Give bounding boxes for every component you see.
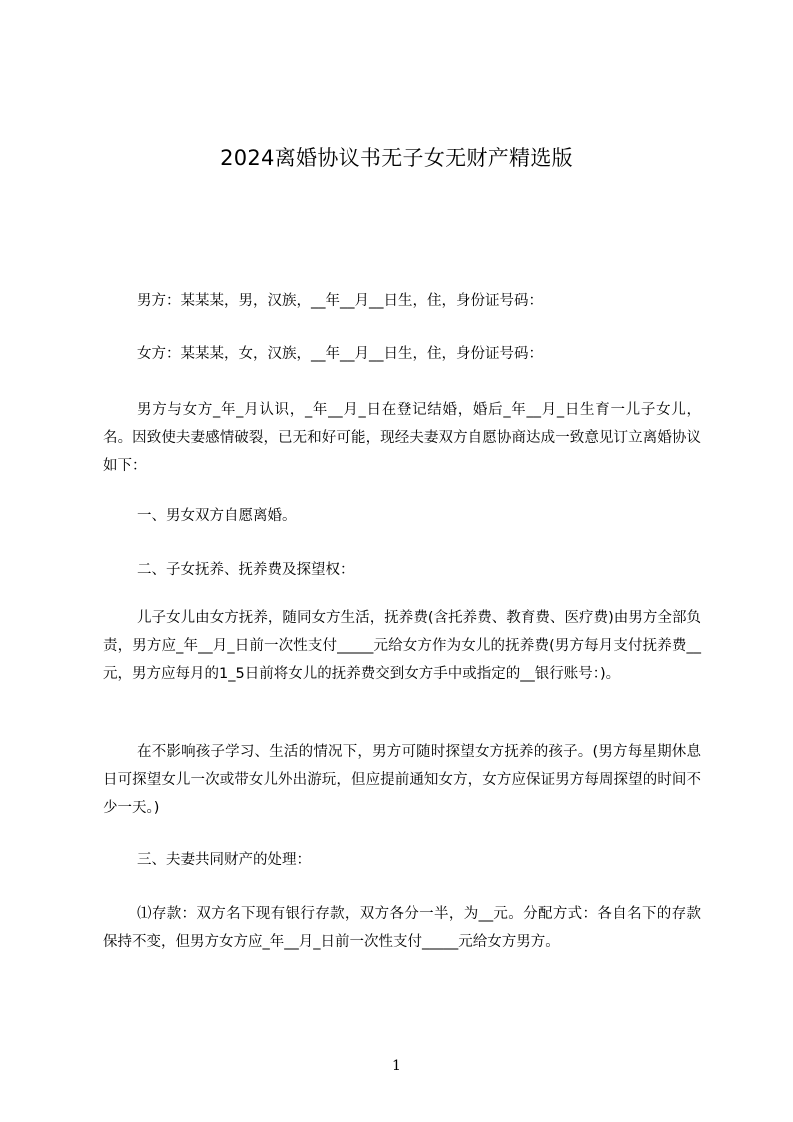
paragraph-female-party: 女方：某某某，女，汉族，__年__月__日生，住，身份证号码： [137,346,543,362]
paragraph-male-party: 男方：某某某，男，汉族，__年__月__日生，住，身份证号码： [137,293,543,309]
paragraph-deposits: ⑴存款：双方名下现有银行存款，双方各分一半，为__元。分配方式：各自名下的存款保持不变，但男方女方应_年__月_日前一次性支付_____元给女方男方。 [103,906,701,950]
section-heading-property: 三、夫妻共同财产的处理： [137,852,311,868]
page-number: 1 [392,1058,401,1074]
paragraph-child-support: 儿子女儿由女方抚养，随同女方生活，抚养费(含托养费、教育费、医疗费)由男方全部负责，男方应_年__月_日前一次性支付_____元给女方作为女儿的抚养费(男方每月支付抚养费__元，男方应每月的1_5日前将女儿的抚养费交到女方手中或指定的__银行账号：)。 [103,610,701,682]
paragraph-visitation: 在不影响孩子学习、生活的情况下，男方可随时探望女方抚养的孩子。(男方每星期休息日可探望女儿一次或带女儿外出游玩，但应提前通知女方，女方应保证男方每周探望的时间不少一天。) [103,744,701,816]
document-title: 2024离婚协议书无子女无财产精选版 [220,146,573,170]
section-heading-divorce: 一、男女双方自愿离婚。 [137,508,297,524]
paragraph-background: 男方与女方_年_月认识，_年__月_日在登记结婚，婚后_年__月_日生育一儿子女儿，名。因致使夫妻感情破裂，已无和好可能，现经夫妻双方自愿协商达成一致意见订立离婚协议如下： [103,402,701,474]
section-heading-custody: 二、子女抚养、抚养费及探望权： [137,562,355,578]
